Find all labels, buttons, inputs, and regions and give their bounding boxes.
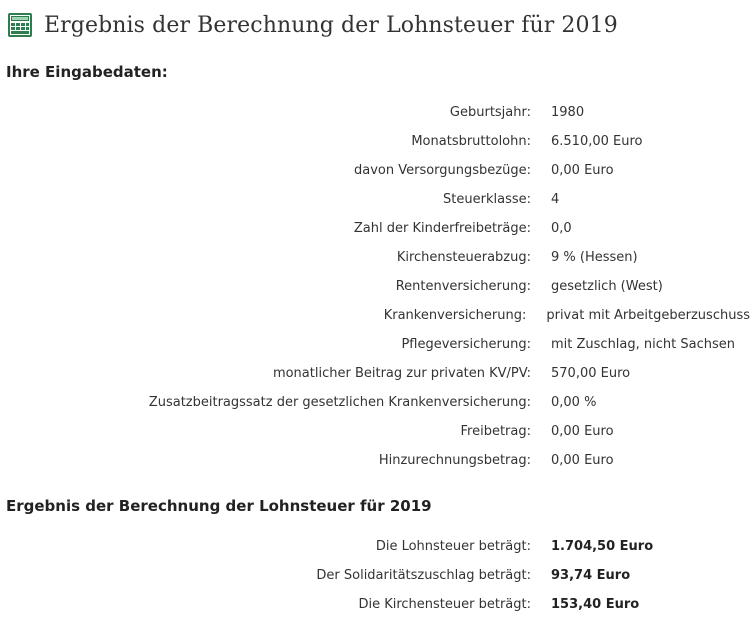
row-value: 9 % (Hessen) bbox=[551, 250, 638, 265]
row-label: Zusatzbeitragssatz der gesetzlichen Krankenversicherung: bbox=[148, 395, 531, 410]
row-value: 1.704,50 Euro bbox=[551, 539, 654, 554]
row-value: 0,00 Euro bbox=[551, 453, 614, 468]
row-pflegeversicherung bbox=[0, 330, 750, 359]
row-label: Krankenversicherung: bbox=[383, 308, 527, 323]
result-list bbox=[0, 532, 750, 619]
row-label: Die Kirchensteuer beträgt: bbox=[358, 597, 531, 612]
row-value: gesetzlich (West) bbox=[551, 279, 663, 294]
row-label: davon Versorgungsbezüge: bbox=[353, 163, 531, 178]
row-label: Zahl der Kinderfreibeträge: bbox=[353, 221, 531, 236]
row-lohnsteuer bbox=[0, 532, 750, 561]
row-value: 0,00 % bbox=[551, 395, 597, 410]
row-label: Steuerklasse: bbox=[443, 192, 531, 207]
row-kirchensteuerabzug bbox=[0, 243, 750, 272]
row-value: 6.510,00 Euro bbox=[551, 134, 643, 149]
row-steuerklasse bbox=[0, 185, 750, 214]
input-data-heading: Ihre Eingabedaten: bbox=[6, 63, 168, 81]
row-solidaritaetszuschlag bbox=[0, 561, 750, 590]
row-kirchensteuer bbox=[0, 590, 750, 619]
row-value: 153,40 Euro bbox=[551, 597, 640, 612]
page-title: Ergebnis der Berechnung der Lohnsteuer für 2019 bbox=[44, 12, 618, 38]
row-versorgungsbezuege bbox=[0, 156, 750, 185]
row-value: 4 bbox=[551, 192, 560, 207]
row-label: Die Lohnsteuer beträgt: bbox=[375, 539, 531, 554]
row-beitrag-kv-pv bbox=[0, 359, 750, 388]
row-value: 0,00 Euro bbox=[551, 163, 614, 178]
row-label: Monatsbruttolohn: bbox=[411, 134, 531, 149]
row-geburtsjahr bbox=[0, 98, 750, 127]
result-heading: Ergebnis der Berechnung der Lohnsteuer für 2019 bbox=[6, 497, 432, 515]
row-value: privat mit Arbeitgeberzuschuss bbox=[546, 308, 750, 323]
row-label: Hinzurechnungsbetrag: bbox=[378, 453, 531, 468]
row-value: 0,0 bbox=[551, 221, 572, 236]
row-label: Der Solidaritätszuschlag beträgt: bbox=[316, 568, 531, 583]
row-monatsbruttolohn bbox=[0, 127, 750, 156]
row-zusatzbeitragssatz bbox=[0, 388, 750, 417]
row-value: 570,00 Euro bbox=[551, 366, 631, 381]
row-label: monatlicher Beitrag zur privaten KV/PV: bbox=[272, 366, 531, 381]
row-freibetrag bbox=[0, 417, 750, 446]
row-krankenversicherung bbox=[0, 301, 750, 330]
row-hinzurechnungsbetrag bbox=[0, 446, 750, 475]
calculator-icon bbox=[7, 12, 33, 38]
page-header bbox=[7, 12, 618, 38]
row-kinderfreibetraege bbox=[0, 214, 750, 243]
row-label: Freibetrag: bbox=[460, 424, 531, 439]
row-value: 93,74 Euro bbox=[551, 568, 631, 583]
row-rentenversicherung bbox=[0, 272, 750, 301]
row-value: 1980 bbox=[551, 105, 585, 120]
row-value: mit Zuschlag, nicht Sachsen bbox=[551, 337, 735, 352]
input-data-list bbox=[0, 98, 750, 475]
row-label: Rentenversicherung: bbox=[395, 279, 531, 294]
row-value: 0,00 Euro bbox=[551, 424, 614, 439]
row-label: Kirchensteuerabzug: bbox=[396, 250, 531, 265]
row-label: Pflegeversicherung: bbox=[401, 337, 531, 352]
row-label: Geburtsjahr: bbox=[449, 105, 531, 120]
